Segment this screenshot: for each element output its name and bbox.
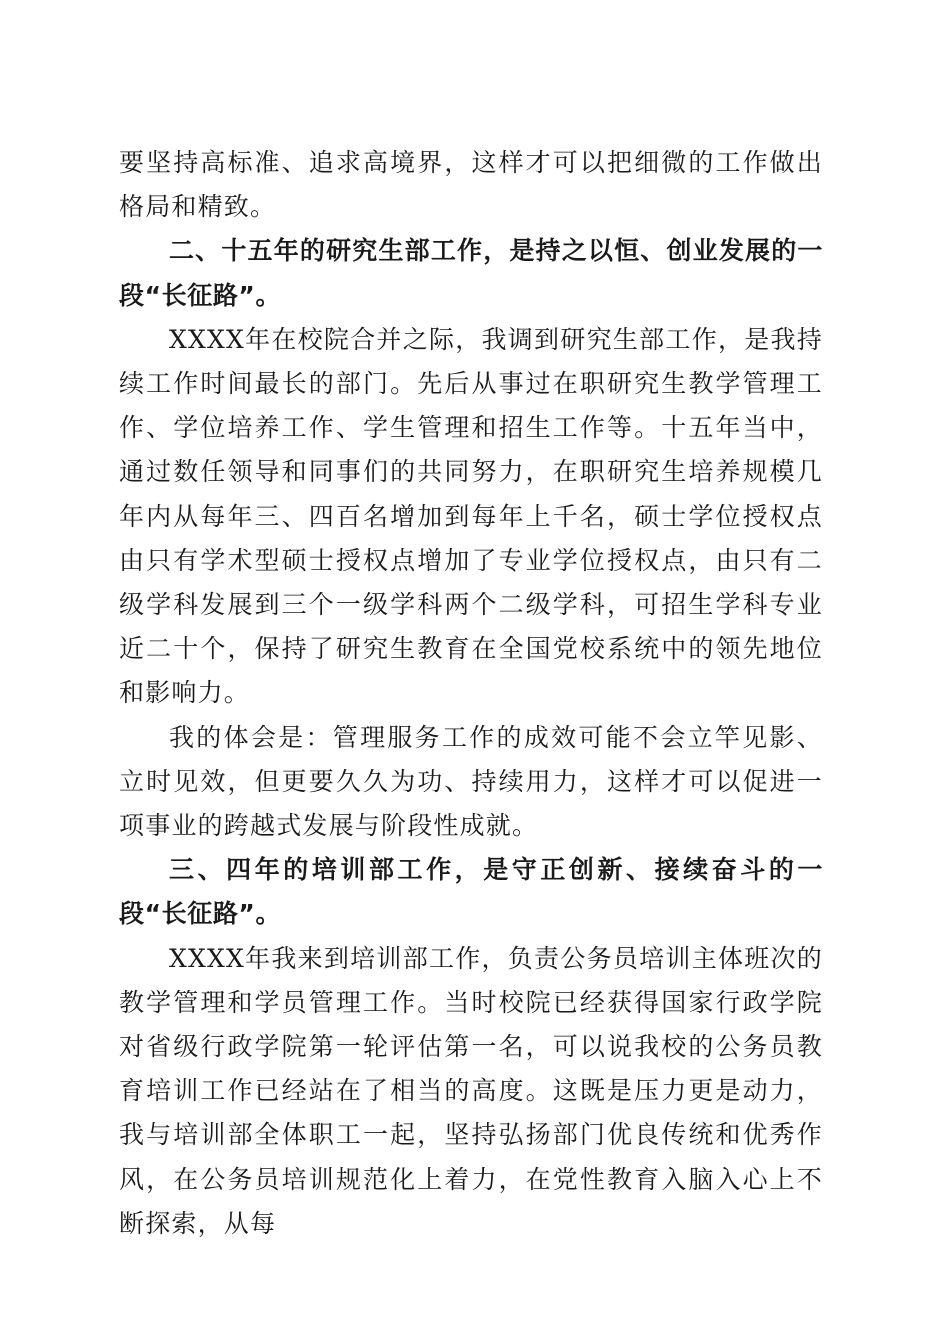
- paragraph-continuation: 要坚持高标准、追求高境界，这样才可以把细微的工作做出格局和精致。: [119, 148, 823, 222]
- section-heading-2: 二、十五年的研究生部工作，是持之以恒、创业发展的一段“长征路”。: [119, 236, 823, 310]
- section-heading-3: 三、四年的培训部工作，是守正创新、接续奋斗的一段“长征路”。: [119, 855, 823, 929]
- paragraph-reflection: 我的体会是：管理服务工作的成效可能不会立竿见影、立时见效，但更要久久为功、持续用力，这样才可以促进一项事业的跨越式发展与阶段性成就。: [119, 722, 823, 841]
- paragraph-graduate-dept: XXXX年在校院合并之际，我调到研究生部工作，是我持续工作时间最长的部门。先后从事过在职研究生教学管理工作、学位培养工作、学生管理和招生工作等。十五年当中，通过数任领导和同事们的共同努力，在职研究生培养规模几年内从每年三、四百名增加到每年上千名，硕士学位授权点由只有学术型硕士授权点增加了专业学位授权点，由只有二级学科发展到三个一级学科两个二级学科，可招生学科专业近二十个，保持了研究生教育在全国党校系统中的领先地位和影响力。: [119, 324, 823, 708]
- document-body: [119, 141, 823, 1246]
- paragraph-training-dept: XXXX年我来到培训部工作，负责公务员培训主体班次的教学管理和学员管理工作。当时校院已经获得国家行政学院对省级行政学院第一轮评估第一名，可以说我校的公务员教育培训工作已经站在了相当的高度。这既是压力更是动力，我与培训部全体职工一起，坚持弘扬部门优良传统和优秀作风，在公务员培训规范化上着力，在党性教育入脑入心上不断探索，从每: [119, 943, 823, 1238]
